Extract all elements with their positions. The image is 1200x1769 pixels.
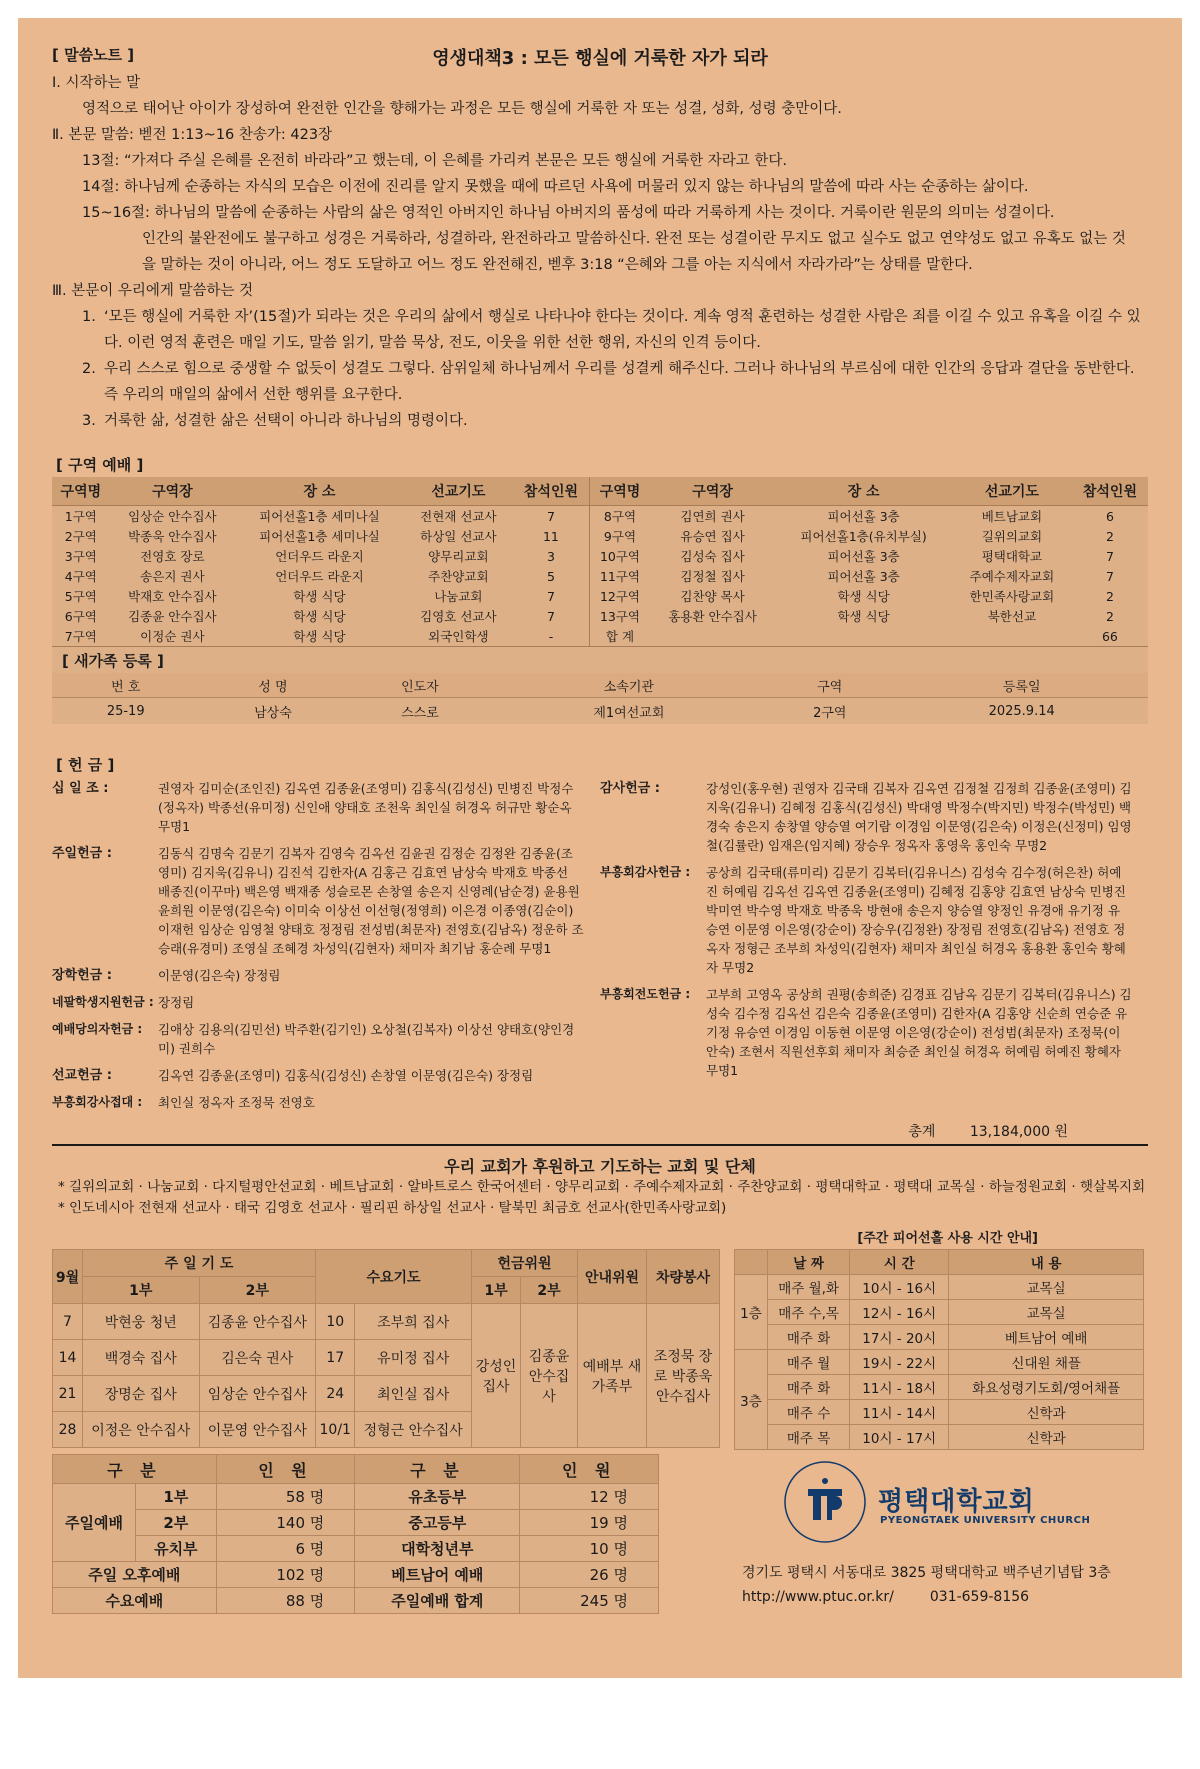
sermon-tag: [ 말씀노트 ] [52,46,135,64]
cell: 주일 오후예배 [53,1562,217,1588]
offering-names: 공상희 김국태(류미리) 김문기 김복터(김유니스) 김성숙 김수정(허은찬) 허예진 허예림 김옥선 김옥연 김종윤(조영미) 김혜정 김홍양 김효연 남상숙 민병진 박미연 박수영 박재호 박종욱 방현애 송은지 양승열 양정인 유경애 유기정 유승연 이문영 이은영(강순이) 장승우(김정완) 장정림 전영호(김남옥) 전영호 정옥자 정형근 조부희 차성익(김현자) 채미자 최인실 허경옥 홍용환 홍인숙 황혜자 무명2 [706,865,1126,975]
table-row [53,1484,659,1510]
cell: 김찬양 목사 [680,589,745,604]
cell: 한민족사랑교회 [969,589,1055,604]
cell: 7 [53,1304,83,1340]
cell: 양무리교회 [428,549,489,564]
cell: 김연희 권사 [680,509,745,524]
offering-lists [52,779,1148,1120]
cell: 길위의교회 [981,529,1043,544]
cell: 88 명 [216,1588,355,1614]
offering-left-column [52,779,600,1120]
church-name-en: PYEONGTAEK UNIVERSITY CHURCH [880,1515,1091,1526]
offering-entry [52,966,600,985]
section-1-body: 영적으로 태어난 아이가 장성하여 완전한 인간을 향해가는 과정은 모든 행실에 거룩한 자 또는 성결, 성화, 성령 충만이다. [82,101,842,117]
col-header: 구역장 [110,477,235,506]
offering-label: 십 일 조 : [52,781,109,796]
cell: 6 [1105,508,1114,524]
cell: 주예수제자교회 [969,569,1055,584]
cell: 2 [1105,608,1114,624]
cell: 140 명 [216,1510,355,1536]
col-header: 인도자 [346,673,493,698]
cell: 9구역 [590,526,650,546]
cell: 2구역 [764,698,895,725]
cell: 언더우드 라운지 [275,569,364,584]
cell: 베트남교회 [981,509,1043,524]
cell: 장명순 집사 [82,1376,199,1412]
cell: 전영호 장로 [140,549,205,564]
col-header: 1부 [82,1277,199,1304]
cell: 전현재 선교사 [420,509,497,524]
cell: 13구역 [590,606,650,626]
cell: 학생 식당 [293,609,346,624]
col-header: 선교기도 [952,477,1072,506]
cell: 7 [1105,548,1114,564]
cell: 박재호 안수집사 [128,589,217,604]
offering-names: 장정림 [158,995,195,1010]
money-usher-2: 김종윤 안수집사 [521,1304,578,1448]
col-header: 인 원 [520,1455,659,1484]
cell: 19 명 [520,1510,659,1536]
table-row [52,526,1148,546]
cell: 유미정 집사 [355,1340,472,1376]
cell: 북한선교 [987,609,1037,624]
offering-names: 강성인(홍우현) 권영자 김국태 김복자 김옥연 김정철 김정희 김종윤(조영미) 김지욱(김유니) 김혜정 김홍식(김성신) 박대영 박정수(박지민) 박정수(박성민) 백경숙 송은지 송창열 양승열 여기람 이경임 이문영(김은숙) 이정은(신정미) 임영철(김률란) 임재은(임지혜) 장승우 정옥자 홍영욱 홍인숙 무명2 [706,781,1132,853]
offering-entry [52,844,600,958]
offering-names: 이문영(김은숙) 장정림 [158,968,281,983]
point-number: 2. [82,361,96,377]
newfamily-title: [ 새가족 등록 ] [52,647,1148,674]
col-header: 장 소 [235,477,404,506]
cell: 17시 - 20시 [850,1325,949,1350]
cell: 26 명 [520,1562,659,1588]
cell: 학생 식당 [293,589,346,604]
table-row [52,506,1148,527]
offering-entry [52,779,600,836]
col-header: 수요기도 [316,1250,472,1304]
section-3-heading: Ⅲ. 본문이 우리에게 말씀하는 것 [52,283,254,299]
cell: 7 [1105,568,1114,584]
cell: 언더우드 라운지 [275,549,364,564]
cell: 2부 [136,1510,217,1536]
table-row [52,626,1148,646]
col-header: 주 일 기 도 [82,1250,315,1277]
col-header: 성 명 [199,673,346,698]
cell: 1부 [136,1484,217,1510]
cell: 6구역 [64,609,97,624]
cell: 1구역 [64,509,97,524]
table-row [52,546,1148,566]
cell: 평택대학교 [981,549,1043,564]
col-header: 구 분 [355,1455,520,1484]
table-row [52,606,1148,626]
cell: 매주 수,목 [768,1300,850,1325]
cell: 12시 - 16시 [850,1300,949,1325]
cell: 매주 월,화 [768,1275,850,1300]
cell: 11구역 [590,566,650,586]
sermon-header [52,44,1148,70]
cell: 홍용환 안수집사 [668,609,757,624]
point-text: ‘모든 행실에 거룩한 자’(15절)가 되라는 것은 우리의 삶에서 행실로 나타나야 한다는 것이다. 계속 영적 훈련하는 성결한 사람은 죄를 이길 수 있고 유혹을 이길 수 있다. 이런 영적 훈련은 매일 기도, 말씀 읽기, 말씀 묵상, 전도, 이웃을 위한 선한 행위, 자신의 인격 등이다. [104,309,1141,351]
cell: 102 명 [216,1562,355,1588]
cell [650,626,775,646]
floor-3: 3층 [735,1350,768,1450]
point-text: 거룩한 삶, 성결한 삶은 선택이 아니라 하나님의 명령이다. [104,413,468,429]
col-header: 소속기관 [494,673,765,698]
col-header: 인 원 [216,1455,355,1484]
table-row [735,1325,1144,1350]
section-1-heading: Ⅰ. 시작하는 말 [52,75,141,91]
col-header: 9월 [53,1250,83,1304]
cell: 12 명 [520,1484,659,1510]
cell: 김정철 집사 [680,569,745,584]
table-row [735,1375,1144,1400]
district-table [52,477,1148,646]
cell: 화요성령기도회/영어채플 [949,1375,1144,1400]
offering-entry [52,993,600,1012]
cell: 28 [53,1412,83,1448]
col-header: 참석인원 [513,477,590,506]
point-1 [52,304,1148,356]
verse-15-16-cont: 인간의 불완전에도 불구하고 성경은 거룩하라, 성결하라, 완전하라고 말씀하신다. 완전 또는 성결이란 무지도 없고 실수도 없고 연약성도 없고 유혹도 없는 것을 말하는 것이 아니라, 어느 정도 도달하고 어느 정도 완전해진, 벧후 3:18 “은혜와 그를 아는 지식에서 자라가라”는 상태를 말한다. [142,231,1126,273]
cell: 매주 화 [768,1325,850,1350]
cell: 피어선홀 3층 [827,569,900,584]
cell: 11 [542,528,559,544]
cell: 14 [53,1340,83,1376]
col-header [735,1250,768,1275]
col-header: 차량봉사 [647,1250,720,1304]
cell: 2025.9.14 [895,698,1148,725]
cell: 중고등부 [355,1510,520,1536]
bottom-area [52,1249,1148,1769]
cell: 2구역 [64,529,97,544]
offering-entry [52,1066,600,1085]
cell: 7 [546,508,555,524]
church-logo-icon [782,1459,868,1545]
cell: 송은지 권사 [140,569,205,584]
cell: 매주 월 [768,1350,850,1375]
table-row [52,698,1148,725]
cell: 스스로 [346,698,493,725]
cell: 주일예배 합계 [355,1588,520,1614]
sunday-worship-label: 주일예배 [53,1484,136,1562]
cell: 7 [546,608,555,624]
cell: 피어선홀1층(유치부실) [800,529,927,544]
cell: 제1여선교회 [494,698,765,725]
cell: 7 [546,588,555,604]
table-row [735,1400,1144,1425]
col-header: 선교기도 [404,477,513,506]
cell: 5구역 [64,589,97,604]
cell: 매주 화 [768,1375,850,1400]
point-number: 3. [82,413,96,429]
col-header: 번 호 [52,673,199,698]
cell: 10시 - 17시 [850,1425,949,1450]
table-row [735,1275,1144,1300]
cell: 10구역 [590,546,650,566]
prayer-schedule-table [52,1249,720,1448]
total-value: 13,184,000 원 [969,1124,1068,1140]
cell: 58 명 [216,1484,355,1510]
offering-total [52,1120,1148,1146]
church-phone: 031-659-8156 [929,1589,1030,1605]
offering-names: 김동식 김명숙 김문기 김복자 김영숙 김옥선 김윤권 김정순 김정완 김종윤(조영미) 김지욱(김유니) 김진석 김한자(A 김홍근 김효연 남상숙 박재호 박종선 배종진(이꾸마) 백은영 백재종 성슬로몬 손창열 송은지 신영례(남순경) 윤용원 윤희원 이문영(김은숙) 이미숙 이상선 이선형(정영희) 이은경 이종영(김순이) 이재헌 임상순 임영철 양태호 정정림 전성범(최문자) 전영호(김남옥) 정운하 조승래(유경미) 조영실 조혜경 차성익(김현자) 채미자 최기남 홍순례 무명1 [158,846,584,956]
offering-title: [ 헌 금 ] [56,756,115,774]
cell: 정형근 안수집사 [355,1412,472,1448]
cell: 2 [1105,528,1114,544]
cell: 대학청년부 [355,1536,520,1562]
cell: 8구역 [590,506,650,527]
offering-names: 권영자 김미순(조인진) 김옥연 김종윤(조영미) 김홍식(김성신) 민병진 박정수(정옥자) 박종선(유미정) 신인애 양태호 조천욱 최인실 허경옥 허규만 황순옥 무명1 [158,781,574,834]
offering-names: 김옥연 김종윤(조영미) 김홍식(김성신) 손창열 이문영(김은숙) 장정림 [158,1068,534,1083]
church-logo [782,1459,868,1545]
cell: 백경숙 집사 [82,1340,199,1376]
district-title: [ 구역 예배 ] [56,456,144,474]
cell: 신학과 [949,1425,1144,1450]
cell: 11시 - 18시 [850,1375,949,1400]
point-2 [52,356,1148,408]
col-header: 2부 [521,1277,578,1304]
cell: 피어선홀 3층 [827,509,900,524]
cell [775,626,952,646]
cell: 학생 식당 [837,609,890,624]
col-header: 장 소 [775,477,952,506]
cell: 피어선홀1층 세미나실 [259,509,380,524]
table-row [53,1562,659,1588]
offering-entry [600,985,1148,1080]
car-service: 조정묵 장로 박종욱 안수집사 [647,1304,720,1448]
offering-label: 장학헌금 : [52,968,112,983]
offering-label: 부흥회강사접대 : [52,1095,143,1109]
cell: 김종윤 안수집사 [128,609,217,624]
cell: 이정순 권사 [140,629,205,644]
table-row [52,586,1148,606]
cell [952,626,1072,646]
col-header: 구역명 [590,477,650,506]
cell: 6 명 [216,1536,355,1562]
cell: 10/1 [316,1412,355,1448]
cell: 유승연 집사 [680,529,745,544]
cell: 10시 - 16시 [850,1275,949,1300]
cell: 4구역 [64,569,97,584]
cell: 이정은 안수집사 [82,1412,199,1448]
cell: 교목실 [949,1275,1144,1300]
cell: 김종윤 안수집사 [199,1304,316,1340]
cell: 수요예배 [53,1588,217,1614]
cell: 12구역 [590,586,650,606]
newfamily-table [52,646,1148,724]
col-header: 구역장 [650,477,775,506]
cell: 김은숙 권사 [199,1340,316,1376]
offering-label: 부흥회전도헌금 : [600,987,691,1001]
offering-label: 선교헌금 : [52,1068,112,1083]
verse-14: 14절: 하나님께 순종하는 자식의 모습은 이전에 진리를 알지 못했을 때에 따르던 사욕에 머물러 있지 않는 하나님의 말씀에 따라 사는 순종하는 삶이다. [82,179,1029,195]
cell: 66 [1101,628,1118,644]
col-header: 2부 [199,1277,316,1304]
offering-label: 감사헌금 : [600,781,660,796]
support-line-2: * 인도네시아 전현재 선교사 · 태국 김영호 선교사 · 필리핀 하상일 선교사 · 탈북민 최금호 선교사(한민족사랑교회) [58,1200,727,1216]
table-row [735,1350,1144,1375]
offering-label: 주일헌금 : [52,846,112,861]
cell: 학생 식당 [293,629,346,644]
col-header: 내 용 [949,1250,1144,1275]
cell: 박종욱 안수집사 [128,529,217,544]
offering-entry [600,779,1148,855]
offering-label: 부흥회감사헌금 : [600,865,691,879]
facility-table [734,1249,1144,1450]
col-header: 등록일 [895,673,1148,698]
table-row [53,1588,659,1614]
section-2-heading: Ⅱ. 본문 말씀: 벧전 1:13~16 찬송가: 423장 [52,127,333,143]
table-row [53,1510,659,1536]
facility-note: [주간 피어선홀 사용 시간 안내] [857,1231,1038,1246]
cell: 매주 목 [768,1425,850,1450]
cell: 신학과 [949,1400,1144,1425]
cell: 주찬양교회 [428,569,489,584]
cell: 3 [546,548,555,564]
point-text: 우리 스스로 힘으로 중생할 수 없듯이 성결도 그렇다. 삼위일체 하나님께서 우리를 성결케 해주신다. 그러나 하나님의 부르심에 대한 인간의 응답과 결단을 동반한다. 즉 우리의 매일의 삶에서 선한 행위를 요구한다. [104,361,1135,403]
cell: 21 [53,1376,83,1412]
church-address: 경기도 평택시 서동대로 3825 평택대학교 백주년기념탑 3층 [742,1565,1111,1581]
cell: 24 [316,1376,355,1412]
cell: 조부희 집사 [355,1304,472,1340]
cell: 10 [316,1304,355,1340]
cell: 김영호 선교사 [420,609,497,624]
usher: 예배부 새가족부 [578,1304,647,1448]
bulletin-page [18,18,1182,1678]
sermon-title: 영생대책3 : 모든 행실에 거룩한 자가 되라 [432,48,768,69]
cell: 피어선홀1층 세미나실 [259,529,380,544]
cell: 3구역 [64,549,97,564]
verse-15-16: 15~16절: 하나님의 말씀에 순종하는 사람의 삶은 영적인 아버지인 하나님 아버지의 품성에 따라 거룩하게 사는 것이다. 거룩이란 원문의 의미는 성결이다. [82,205,1055,221]
cell: 5 [546,568,555,584]
table-row [52,566,1148,586]
col-header: 구 분 [53,1455,217,1484]
col-header: 안내위원 [578,1250,647,1304]
col-header: 구역 [764,673,895,698]
church-name-ko: 평택대학교회 [878,1487,1035,1517]
cell: 11시 - 14시 [850,1400,949,1425]
cell: 학생 식당 [837,589,890,604]
money-usher-1: 강성인 집사 [472,1304,521,1448]
attendance-table [52,1454,659,1614]
cell: 임상순 안수집사 [128,509,217,524]
cell: 베트남어 예배 [355,1562,520,1588]
offering-label: 예배당의자헌금 : [52,1022,143,1036]
support-title: 우리 교회가 후원하고 기도하는 교회 및 단체 [444,1157,756,1176]
point-3 [52,408,1148,434]
cell: 베트남어 예배 [949,1325,1144,1350]
cell: 10 명 [520,1536,659,1562]
offering-entry [600,863,1148,977]
offering-names: 김애상 김용의(김민선) 박주환(김기인) 오상철(김복자) 이상선 양태호(양인경미) 권희수 [158,1022,575,1056]
cell: 교목실 [949,1300,1144,1325]
cell: 합 계 [590,626,650,646]
cell: 김성숙 집사 [680,549,745,564]
support-line-1: * 길위의교회 · 나눔교회 · 다지털평안선교회 · 베트남교회 · 알바트로스 한국어센터 · 양무리교회 · 주예수제자교회 · 주찬양교회 · 평택대학교 · 평택대 교목실 · 하늘정원교회 · 햇살복지회 [58,1179,1146,1195]
offering-right-column [600,779,1148,1120]
church-info [742,1459,1162,1609]
cell: 7구역 [64,629,97,644]
offering-names: 고부희 고영옥 공상희 권평(송희준) 김경표 김남옥 김문기 김복터(김유니스) 김성숙 김수정 김옥선 김은숙 김종윤(조영미) 김한자(A 김홍양 신순희 연승준 유기정 유승연 이경임 이동현 이문영 이은영(강순이) 전성범(최문자) 조정묵(이안숙) 조현서 직원선후회 채미자 최승준 최인실 허경옥 허예림 허예진 황혜자 무명1 [706,987,1132,1078]
cell: 피어선홀 3층 [827,549,900,564]
offering-entry [52,1093,600,1112]
offering-entry [52,1020,600,1058]
cell: 매주 수 [768,1400,850,1425]
cell: 박현웅 청년 [82,1304,199,1340]
table-row [735,1425,1144,1450]
cell: 나눔교회 [434,589,483,604]
cell: 신대원 채플 [949,1350,1144,1375]
cell: 외국인학생 [428,629,489,644]
church-contact [742,1585,1111,1609]
verse-13: 13절: “가져다 주실 은혜를 온전히 바라라”고 했는데, 이 은혜를 가리켜 본문은 모든 행실에 거룩한 자라고 한다. [82,153,788,169]
total-label: 총계 [908,1124,936,1140]
church-website-link[interactable]: http://www.ptuc.or.kr/ [742,1589,894,1605]
cell: 하상일 선교사 [420,529,497,544]
col-header: 날 짜 [768,1250,850,1275]
cell: 유초등부 [355,1484,520,1510]
floor-1: 1층 [735,1275,768,1350]
cell: 이문영 안수집사 [199,1412,316,1448]
cell: 2 [1105,588,1114,604]
offering-label: 네팔학생지원헌금 : [52,995,154,1009]
cell: 유치부 [136,1536,217,1562]
cell: 19시 - 22시 [850,1350,949,1375]
col-header: 1부 [472,1277,521,1304]
col-header: 시 간 [850,1250,949,1275]
cell: 17 [316,1340,355,1376]
point-number: 1. [82,309,96,325]
cell: 임상순 안수집사 [199,1376,316,1412]
cell: 남상숙 [199,698,346,725]
cell: 245 명 [520,1588,659,1614]
col-header: 헌금위원 [472,1250,578,1277]
cell: 25-19 [52,698,199,725]
cell: 최인실 집사 [355,1376,472,1412]
table-row [53,1536,659,1562]
cell: - [548,628,554,644]
table-row [53,1304,720,1340]
col-header: 구역명 [52,477,110,506]
church-address-block [742,1561,1111,1609]
col-header: 참석인원 [1072,477,1148,506]
table-row [735,1300,1144,1325]
offering-names: 최인실 정옥자 조정묵 전영호 [158,1095,315,1110]
